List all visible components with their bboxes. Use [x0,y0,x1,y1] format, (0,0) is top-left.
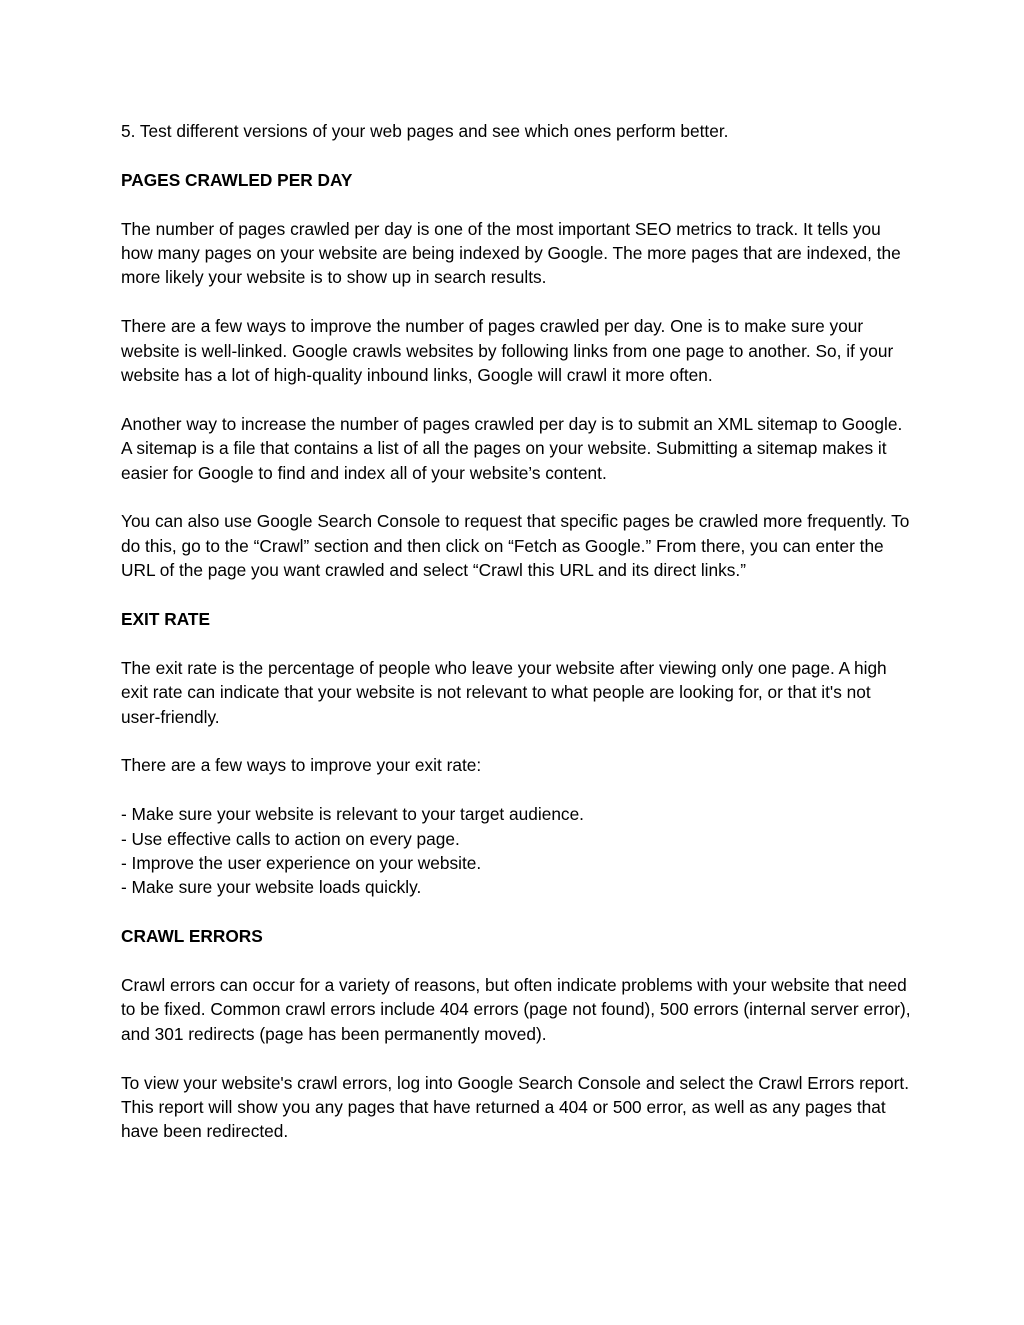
exit-rate-paragraph-2: There are a few ways to improve your exit rate: [121,755,482,776]
pages-crawled-paragraph-3: Another way to increase the number of pages crawled per day is to submit an XML sitemap to Google. A sitemap is a file that contains a list of all the pages on your website. Submitting a sitemap makes it easier for Google to find and index all of your website’s content. [121,413,903,483]
crawl-errors-paragraph-2: To view your website's crawl errors, log into Google Search Console and select the Crawl Errors report. This report will show you any pages that have returned a 404 or 500 error, as well as any pages that have been redirected. [121,1072,910,1142]
pages-crawled-paragraph-2: There are a few ways to improve the number of pages crawled per day. One is to make sure your website is well-linked. Google crawls websites by following links from one page to another. So, if your website has a lot of high-quality inbound links, Google will crawl it more often. [121,316,894,386]
crawl-errors-paragraph-1: Crawl errors can occur for a variety of reasons, but often indicate problems with your website that need to be fixed. Common crawl errors include 404 errors (page not found), 500 errors (internal server error), and 301 redirects (page has been permanently moved). [121,975,911,1044]
list-item: - Make sure your website is relevant to your target audience. [121,804,584,825]
exit-rate-paragraph-1: The exit rate is the percentage of people who leave your website after viewing only one page. A high exit rate can indicate that your website is not relevant to what people are looking for, or that it's not user-friendly. [121,657,887,727]
list-item: - Improve the user experience on your website. [121,853,482,874]
document-page [121,119,911,1168]
exit-rate-tips-list [121,802,911,900]
list-item: - Make sure your website loads quickly. [121,877,422,898]
section-heading-crawl-errors: CRAWL ERRORS [121,926,263,947]
list-item: - Use effective calls to action on every page. [121,828,460,849]
pages-crawled-paragraph-4: You can also use Google Search Console to request that specific pages be crawled more frequently. To do this, go to the “Crawl” section and then click on “Fetch as Google.” From there, you can enter the URL of the page you want crawled and select “Crawl this URL and its direct links.” [121,511,910,581]
section-heading-exit-rate: EXIT RATE [121,609,210,630]
intro-line: 5. Test different versions of your web pages and see which ones perform better. [121,121,729,141]
pages-crawled-paragraph-1: The number of pages crawled per day is one of the most important SEO metrics to track. It tells you how many pages on your website are being indexed by Google. The more pages that are indexed, the more likely your website is to show up in search results. [121,218,901,288]
section-heading-pages-crawled: PAGES CRAWLED PER DAY [121,169,353,190]
